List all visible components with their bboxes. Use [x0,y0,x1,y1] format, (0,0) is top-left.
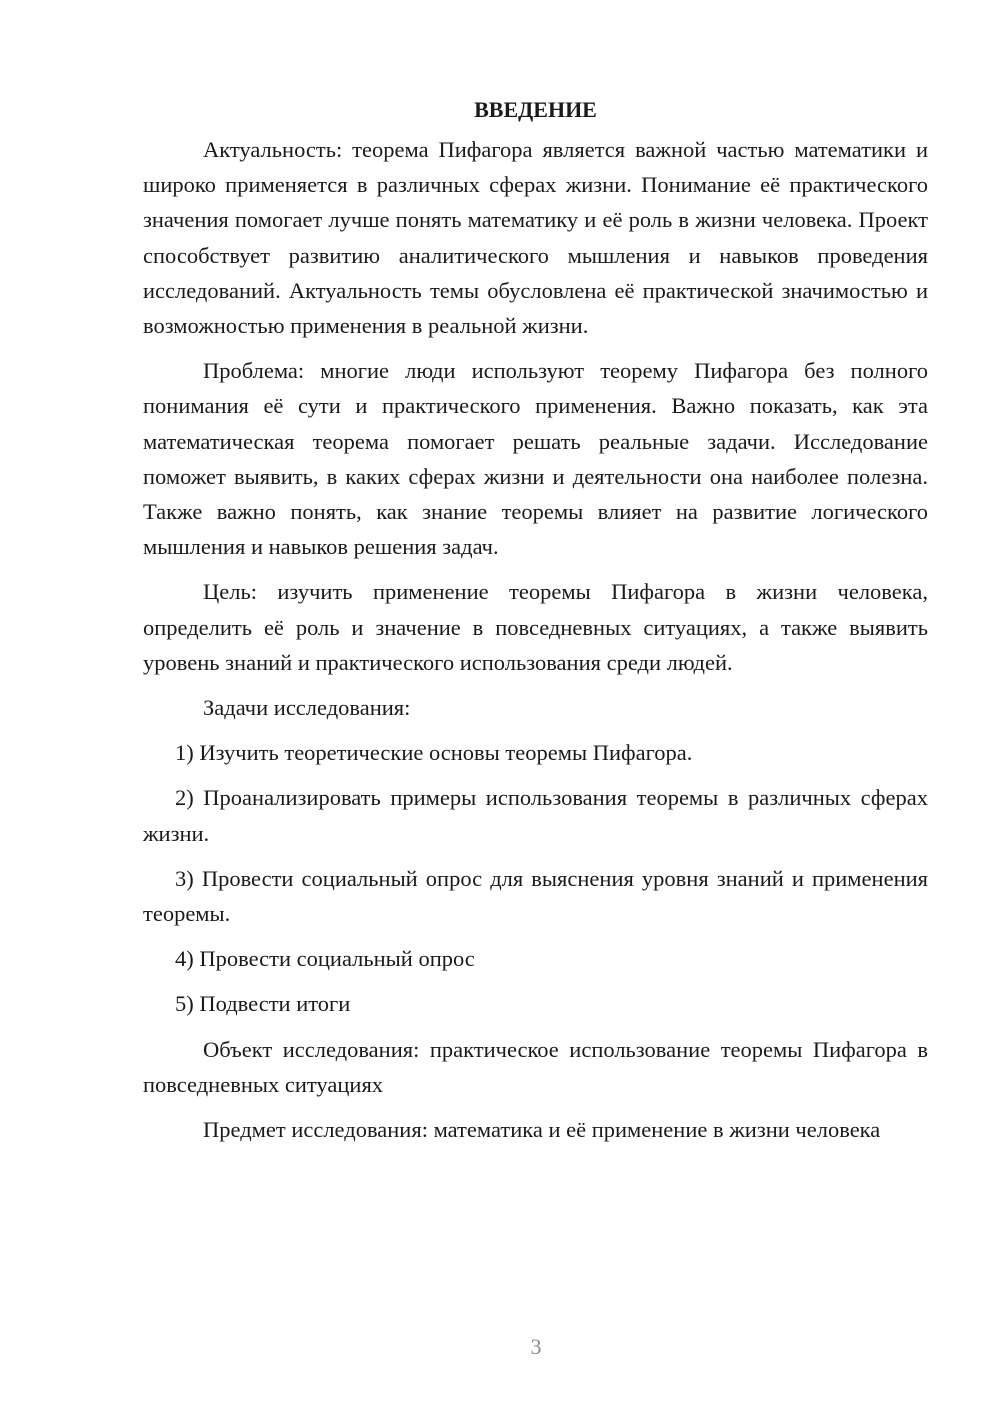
task-item: 5) Подвести итоги [175,991,351,1017]
section-heading: ВВЕДЕНИЕ [474,97,597,122]
task-item: 3) Провести социальный опрос для выяснения уровня знаний и применения теоремы. [143,865,928,927]
tasks-heading: Задачи исследования: [203,695,411,721]
object-paragraph: Объект исследования: практическое использование теоремы Пифагора в повседневных ситуациях [143,1036,928,1097]
problem-paragraph: Проблема: многие люди используют теорему Пифагора без полного понимания её сути и практического применения. Важно показать, как эта математическая теорема помогает решать реальные задачи. Исследование поможет выявить, в каких сферах жизни и деятельности она наиболее полезна. Также важно понять, как знание теоремы влияет на развитие логического мышления и навыков решения задач. [143,358,928,560]
task-item: 1) Изучить теоретические основы теоремы Пифагора. [175,740,693,766]
document-page [143,92,928,1157]
subject-paragraph: Предмет исследования: математика и её применение в жизни человека [203,1117,881,1143]
task-item: 2) Проанализировать примеры использования теоремы в различных сферах жизни. [143,785,928,846]
page-number: 3 [530,1334,542,1359]
task-item: 4) Провести социальный опрос [175,946,475,972]
relevance-paragraph: Актуальность: теорема Пифагора является важной частью математики и широко применяется в различных сферах жизни. Понимание её практического значения помогает лучше понять математику и её роль в жизни человека. Проект способствует развитию аналитического мышления и навыков проведения исследований. Актуальность темы обусловлена её практической значимостью и возможностью применения в реальной жизни. [143,137,928,339]
goal-paragraph: Цель: изучить применение теоремы Пифагора в жизни человека, определить её роль и значение в повседневных ситуациях, а также выявить уровень знаний и практического использования среди людей. [143,579,928,675]
